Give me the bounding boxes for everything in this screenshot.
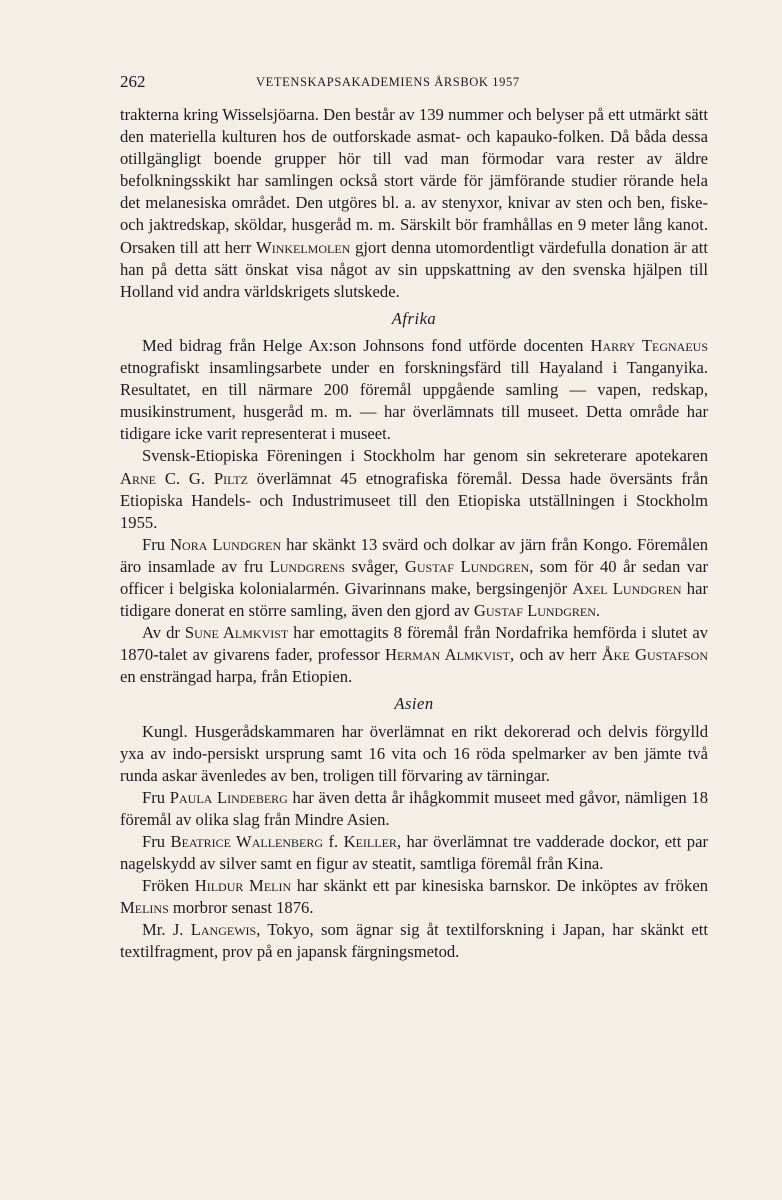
section-heading-asien: Asien (394, 694, 434, 714)
paragraph-5 (120, 622, 708, 688)
person-name: Axel Lundgren (572, 578, 682, 598)
paragraph-2 (120, 335, 708, 445)
text-run: har tidigare donerat en större samling, även den gjord av (120, 578, 708, 621)
person-name: Åke Gustafson (601, 645, 709, 665)
running-title: VETENSKAPSAKADEMIENS ÅRSBOK 1957 (256, 75, 520, 89)
paragraph-4 (120, 534, 708, 622)
text-run: Mr. J. (142, 920, 191, 940)
person-name: Nora Lundgren (170, 534, 282, 554)
text-run: Av dr (142, 623, 185, 643)
text-run: Svensk-Etiopiska Föreningen i Stockholm har genom sin sekreterare apotekaren (142, 446, 708, 466)
text-run: en ensträngad harpa, från Etiopien. (120, 667, 353, 687)
text-run: trakterna kring Wisselsjöarna. Den består av 139 nummer och belyser på ett utmärkt sätt den materiella kulturen hos de outforskade asmat- och kapauko-folken. Då båda dessa otillgängligt boende grupper hör till vad man förmodar vara rester av äldre befolkningsskikt har samlingen också stort värde för jämförande studier rörande hela det melanesiska området. Den utgöres bl. a. av stenyxor, knivar av sten och ben, fiske- och jaktredskap, sköldar, husgeråd m. m. Särskilt bör framhållas en 9 meter lång kanot. Orsaken till att herr (120, 105, 708, 257)
person-name: Paula Lindeberg (169, 787, 288, 807)
person-name: Sune Almkvist (184, 623, 289, 643)
text-run: morbror senast 1876. (168, 898, 314, 918)
person-name: Beatrice Wallenberg (170, 832, 324, 851)
person-name: Melins (120, 898, 169, 918)
text-run: Fru (142, 534, 171, 554)
text-run: Fröken (142, 876, 195, 896)
text-run: Fru (142, 832, 171, 851)
paragraph-8 (120, 831, 708, 875)
page-number: 262 (120, 72, 146, 91)
text-run: , Tokyo, som ägnar sig åt textilforskning i Japan, har skänkt ett textilfragment, prov på en japansk färgningsmetod. (120, 920, 708, 962)
text-run: Med bidrag från Helge Ax:son Johnsons fond utförde docenten (142, 335, 591, 355)
text-run: har även detta år ihågkommit museet med gåvor, nämligen 18 föremål av olika slag från Mindre Asien. (120, 787, 708, 829)
paragraph-10 (120, 919, 708, 963)
text-run: har emottagits 8 föremål från Nordafrika hemförda i slutet av 1870-talet av givarens fader, professor (120, 623, 708, 665)
section-heading-afrika: Afrika (391, 308, 437, 328)
person-name: Gustaf Lundgren (473, 601, 596, 621)
text-run: , och av herr (510, 645, 602, 665)
person-name: Keiller (343, 832, 397, 851)
text-run: svåger, (345, 556, 405, 576)
person-name: Winkelmolen (256, 237, 351, 257)
person-name: Langewis (190, 920, 257, 940)
person-name: Harry Tegnaeus (590, 335, 708, 355)
paragraph-7 (120, 787, 708, 831)
person-name: Gustaf Lundgren (404, 556, 530, 576)
paragraph-9 (120, 875, 708, 919)
text-run: Kungl. Husgerådskammaren har överlämnat en rikt dekorerad och delvis förgylld yxa av indo-persiskt ursprung samt 16 vita och 16 röda spelmarker av ben jämte två runda askar ävenledes av ben, troligen till förvaring av tärningar. (120, 721, 708, 785)
text-run: överlämnat 45 etnografiska föremål. Dessa hade översänts från Etiopiska Handels- och Industrimuseet till den Etiopiska utställningen i Stockholm 1955. (120, 468, 708, 532)
text-run: , har överlämnat tre vadderade dockor, ett par nagelskydd av silver samt en figur av steatit, samtliga föremål från Kina. (120, 832, 708, 874)
person-name: Herman Almkvist (384, 645, 510, 665)
text-run: har skänkt 13 svärd och dolkar av järn från Kongo. Föremålen äro insamlade av fru (120, 534, 708, 576)
text-run: C. G. (155, 468, 214, 488)
body-text (120, 104, 708, 964)
text-run: . (595, 601, 601, 621)
text-run: Fru (142, 787, 170, 807)
paragraph-6 (120, 721, 708, 787)
text-run: , som för 40 år sedan var officer i belgiska kolonialarmén. Givarinnans make, bergsingenjör (120, 556, 708, 598)
text-run: har skänkt ett par kinesiska barnskor. De inköptes av fröken (291, 876, 708, 896)
person-name: Lundgrens (269, 556, 346, 576)
person-name: Arne (120, 468, 156, 488)
person-name: Hildur Melin (194, 876, 292, 896)
person-name: Piltz (213, 468, 248, 488)
paragraph-1 (120, 104, 708, 303)
paragraph-3 (120, 445, 708, 533)
text-run: f. (323, 832, 344, 851)
page-header (120, 72, 668, 92)
text-run: gjort denna utomordentligt värdefulla donation är att han på detta sätt önskat visa något av sin uppskattning av den svenska hjälpen till Holland vid andra världskrigets slutskede. (120, 237, 708, 301)
text-run: etnografiskt insamlingsarbete under en forskningsfärd till Hayaland i Tanganyika. Resultatet, en till närmare 200 föremål uppgående samling — vapen, redskap, musikinstrument, husgeråd m. m. — har överlämnats till museet. Detta område har tidigare icke varit representerat i museet. (120, 358, 708, 444)
